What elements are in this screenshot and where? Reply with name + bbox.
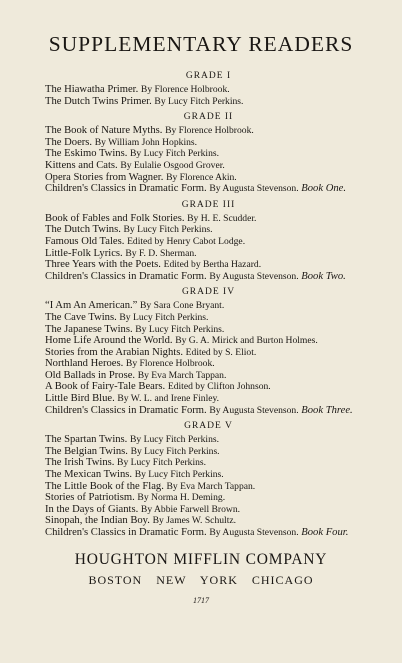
- book-author: By H. E. Scudder.: [187, 212, 257, 224]
- book-author: By Lucy Fitch Perkins.: [134, 469, 224, 481]
- book-title: The Belgian Twins.: [45, 445, 128, 457]
- publisher-name: HOUGHTON MIFFLIN COMPANY: [74, 550, 328, 568]
- book-author: By Lucy Fitch Perkins.: [119, 311, 209, 323]
- book-entry: [45, 248, 372, 260]
- book-volume: Book Three.: [301, 404, 353, 416]
- book-author: By Sara Cone Bryant.: [140, 300, 225, 312]
- book-author: By Lucy Fitch Perkins.: [130, 148, 220, 160]
- page-title: SUPPLEMENTARY READERS: [48, 32, 354, 56]
- book-author: Edited by Bertha Hazard.: [163, 259, 262, 271]
- book-entry: [45, 393, 372, 405]
- book-title: The Spartan Twins.: [45, 434, 128, 446]
- book-entry: [45, 347, 372, 359]
- book-author: By Lucy Fitch Perkins.: [117, 457, 207, 469]
- book-author: By Eulalie Osgood Grover.: [120, 159, 225, 171]
- book-title: In the Days of Giants.: [45, 503, 139, 515]
- book-entry: [45, 213, 372, 225]
- book-title: Three Years with the Poets.: [45, 259, 161, 271]
- book-entry: [45, 300, 372, 312]
- book-title: Old Ballads in Prose.: [45, 369, 136, 381]
- book-entry: [45, 370, 372, 382]
- book-entry: [45, 236, 372, 248]
- book-author: By Lucy Fitch Perkins.: [130, 445, 220, 457]
- book-entry: [45, 84, 372, 96]
- book-title: The Cave Twins.: [45, 311, 117, 323]
- book-author: By F. D. Sherman.: [125, 247, 197, 259]
- grade-heading: GRADE II: [183, 112, 234, 123]
- book-author: By James W. Schultz.: [152, 515, 237, 527]
- book-entry: [45, 446, 372, 458]
- book-title: A Book of Fairy-Tale Bears.: [45, 381, 166, 393]
- book-author: By Augusta Stevenson.: [209, 183, 299, 195]
- book-author: By Abbie Farwell Brown.: [140, 503, 241, 515]
- book-author: By Florence Holbrook.: [165, 125, 254, 137]
- book-author: By G. A. Mirick and Burton Holmes.: [175, 335, 318, 347]
- book-title: Sinopah, the Indian Boy.: [45, 515, 150, 527]
- book-volume: Book One.: [301, 183, 346, 195]
- book-title: Little-Folk Lyrics.: [45, 247, 123, 259]
- book-title: Home Life Around the World.: [45, 335, 173, 347]
- book-entry: [45, 160, 372, 172]
- book-author: By Augusta Stevenson.: [209, 404, 299, 416]
- book-entry: [45, 137, 372, 149]
- book-title: The Doers.: [45, 136, 93, 148]
- book-author: By Augusta Stevenson.: [209, 527, 299, 538]
- book-entry: [45, 492, 372, 504]
- book-list: [45, 300, 372, 416]
- book-entry: [45, 405, 372, 417]
- book-entry: [45, 358, 372, 370]
- book-author: By W. L. and Irene Finley.: [117, 393, 220, 405]
- book-entry: [45, 457, 372, 469]
- book-author: By Florence Akin.: [166, 171, 237, 183]
- book-title: The Little Book of the Flag.: [45, 480, 164, 492]
- book-author: Edited by Clifton Johnson.: [167, 381, 271, 393]
- book-title: Kittens and Cats.: [45, 159, 118, 171]
- book-list: [45, 213, 372, 283]
- book-title: Opera Stories from Wagner.: [45, 171, 164, 183]
- book-entry: [45, 271, 372, 283]
- book-author: By Lucy Fitch Perkins.: [130, 434, 220, 446]
- book-entry: [45, 96, 372, 108]
- book-author: Edited by S. Eliot.: [185, 346, 257, 358]
- grade-sections: [45, 71, 372, 539]
- book-entry: [45, 224, 372, 236]
- book-author: By Lucy Fitch Perkins.: [135, 323, 225, 335]
- book-entry: [45, 172, 372, 184]
- grade-heading: GRADE III: [181, 199, 236, 210]
- book-title: “I Am An American.”: [45, 300, 138, 312]
- book-author: By Augusta Stevenson.: [209, 270, 299, 282]
- book-title: The Hiawatha Primer.: [45, 84, 139, 95]
- page-number: 1717: [193, 595, 209, 605]
- grade-heading: GRADE I: [185, 71, 232, 81]
- book-entry: [45, 469, 372, 481]
- book-entry: [45, 312, 372, 324]
- book-title: Stories of Patriotism.: [45, 492, 135, 504]
- book-list: [45, 84, 372, 107]
- book-author: By William John Hopkins.: [94, 136, 198, 148]
- book-author: By Florence Holbrook.: [125, 358, 215, 370]
- book-title: Stories from the Arabian Nights.: [45, 346, 183, 358]
- book-title: Book of Fables and Folk Stories.: [45, 212, 185, 224]
- book-volume: Book Four.: [301, 527, 349, 538]
- book-author: By Lucy Fitch Perkins.: [154, 95, 244, 107]
- grade-heading: GRADE IV: [181, 287, 236, 298]
- grade-heading: GRADE V: [184, 421, 233, 432]
- book-title: Northland Heroes.: [45, 358, 124, 370]
- book-author: By Eva March Tappan.: [166, 480, 256, 492]
- book-title: Children's Classics in Dramatic Form.: [45, 270, 207, 282]
- book-entry: [45, 381, 372, 393]
- book-title: The Eskimo Twins.: [45, 148, 128, 160]
- book-title: The Irish Twins.: [45, 457, 115, 469]
- book-title: Children's Classics in Dramatic Form.: [45, 527, 207, 538]
- book-author: Edited by Henry Cabot Lodge.: [127, 235, 246, 247]
- book-volume: Book Two.: [301, 270, 346, 282]
- book-entry: [45, 125, 372, 137]
- book-title: The Mexican Twins.: [45, 469, 133, 481]
- book-author: By Eva March Tappan.: [137, 369, 227, 381]
- book-entry: [45, 515, 372, 527]
- book-entry: [45, 335, 372, 347]
- publisher-cities: BOSTON NEW YORK CHICAGO: [88, 572, 314, 587]
- book-author: By Norma H. Deming.: [137, 492, 226, 504]
- book-title: Children's Classics in Dramatic Form.: [45, 404, 207, 416]
- book-list: [45, 125, 372, 195]
- book-author: By Florence Holbrook.: [140, 84, 230, 95]
- book-title: The Dutch Twins.: [45, 224, 121, 236]
- book-title: The Dutch Twins Primer.: [45, 95, 152, 107]
- book-entry: [45, 324, 372, 336]
- book-title: The Japanese Twins.: [45, 323, 133, 335]
- book-entry: [45, 148, 372, 160]
- book-title: The Book of Nature Myths.: [45, 125, 163, 137]
- book-list: [45, 434, 372, 538]
- book-entry: [45, 504, 372, 516]
- book-entry: [45, 434, 372, 446]
- book-title: Children's Classics in Dramatic Form.: [45, 183, 207, 195]
- book-entry: [45, 527, 372, 539]
- book-entry: [45, 183, 372, 195]
- book-entry: [45, 259, 372, 271]
- book-author: By Lucy Fitch Perkins.: [123, 224, 213, 236]
- book-entry: [45, 481, 372, 493]
- book-title: Famous Old Tales.: [45, 235, 125, 247]
- book-title: Little Bird Blue.: [45, 393, 115, 405]
